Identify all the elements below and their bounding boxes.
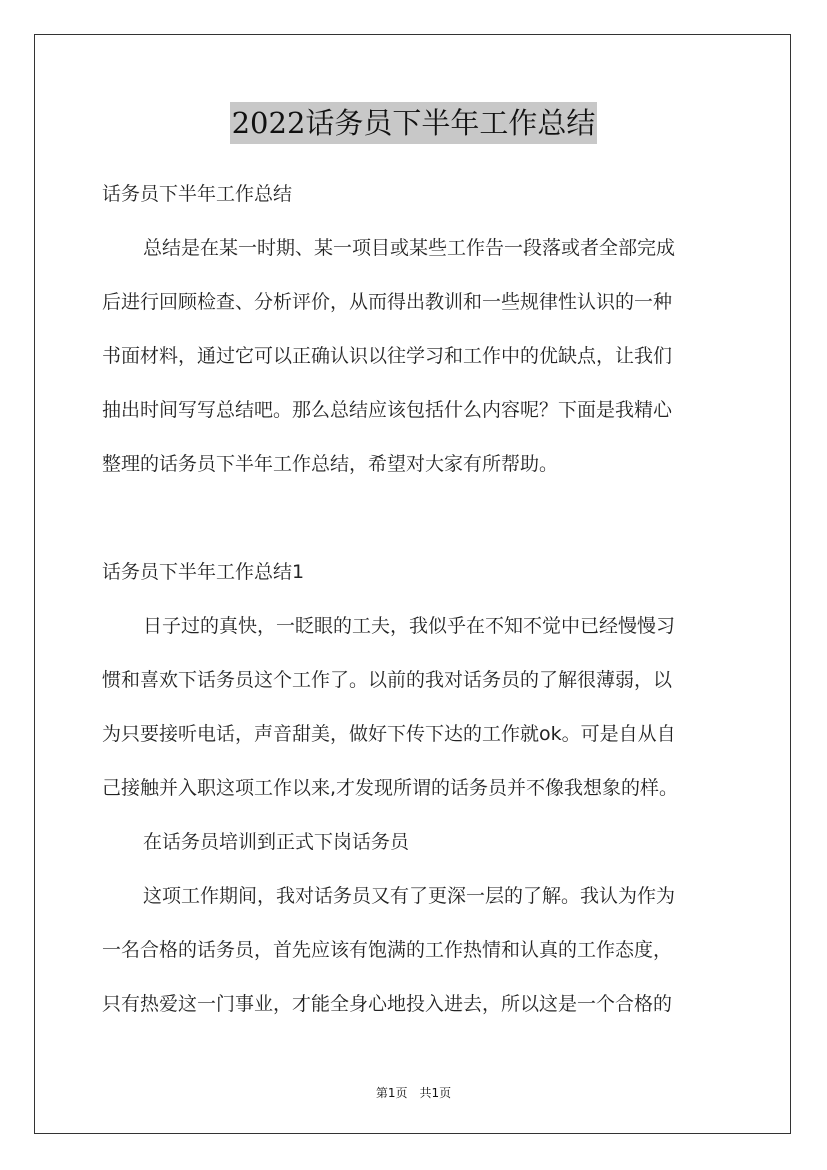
paragraph-line: 这项工作期间，我对话务员又有了更深一层的了解。我认为作为 (143, 885, 676, 907)
paragraph-line: 后进行回顾检查、分析评价，从而得出教训和一些规律性认识的一种 (102, 291, 673, 313)
title-container (0, 102, 827, 144)
paragraph-line: 己接触并入职这项工作以来,才发现所谓的话务员并不像我想象的样。 (102, 777, 679, 799)
paragraph-line: 一名合格的话务员，首先应该有饱满的工作热情和认真的工作态度， (102, 939, 673, 961)
paragraph-line: 整理的话务员下半年工作总结，希望对大家有所帮助。 (102, 453, 559, 475)
paragraph-line: 抽出时间写写总结吧。那么总结应该包括什么内容呢？下面是我精心 (102, 399, 673, 421)
paragraph-line: 惯和喜欢下话务员这个工作了。以前的我对话务员的了解很薄弱，以 (102, 669, 673, 691)
paragraph-line: 只有热爱这一门事业，才能全身心地投入进去，所以这是一个合格的 (102, 993, 673, 1015)
paragraph-line: 为只要接听电话，声音甜美，做好下传下达的工作就ok。可是自从自 (102, 723, 676, 745)
paragraph-line: 日子过的真快，一眨眼的工夫，我似乎在不知不觉中已经慢慢习 (143, 615, 676, 637)
section-heading: 话务员下半年工作总结 (102, 183, 293, 205)
paragraph-line: 总结是在某一时期、某一项目或某些工作告一段落或者全部完成 (143, 237, 676, 259)
paragraph-line: 在话务员培训到正式下岗话务员 (143, 831, 410, 853)
paragraph-line: 书面材料，通过它可以正确认识以往学习和工作中的优缺点，让我们 (102, 345, 673, 367)
page-number-footer: 第1页 共1页 (375, 1086, 452, 1100)
section-heading: 话务员下半年工作总结1 (102, 561, 305, 583)
document-title: 2022话务员下半年工作总结 (230, 102, 598, 144)
